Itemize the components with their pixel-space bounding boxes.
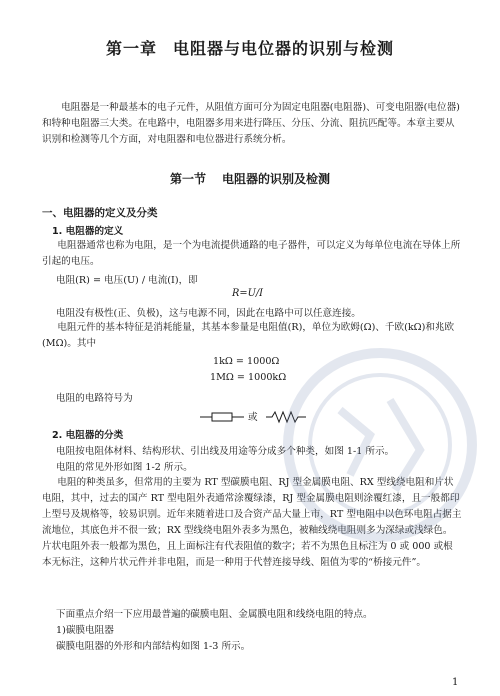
units-mega: 1MΩ = 1000kΩ [210,372,287,383]
section-label: 第一节 [169,172,206,186]
heading-classification: 2. 电阻器的分类 [52,430,124,441]
paragraph-class-1: 电阻按电阻体材料、结构形状、引出线及用途等分成多个种类，如图 1-1 所示。 [56,446,395,457]
section-title [0,170,500,187]
paragraph-intro-types: 下面重点介绍一下应用最普遍的碳膜电阻、金属膜电阻和线绕电阻的特点。 [56,609,373,620]
equation-text: 电阻(R) = 电压(U) / 电流(I)，即 [56,275,198,286]
section-heading: 电阻器的识别及检测 [222,172,331,186]
paragraph-carbon: 碳膜电阻器的外形和内部结构如图 1-3 所示。 [56,641,251,652]
chapter-intro: 电阻器是一种最基本的电子元件，从阻值方面可分为固定电阻器(电阻器)、可变电阻器(电位器)和特种电阻器三大类。在电路中，电阻器多用来进行降压、分压、分流、阻抗匹配等。本章主要从识别和检测等几个方面，对电阻器和电位器进行系统分析。 [42,102,460,145]
chapter-heading: 电阻器与电位器的识别与检测 [173,39,395,58]
paragraph-class-3: 电阻的种类虽多，但常用的主要为 RT 型碳膜电阻、RJ 型金属膜电阻、RX 型线绕电阻和片状电阻，其中，过去的国产 RT 型电阻外表通常涂覆绿漆，RJ 型金属膜电阻则涂覆红漆，且一般都印上型号及规格等，较易识别。近年来随着进口及合资产品大量上市，RT 型电阻中以色环电阻占据主流地位，其底色并不很一致；RX 型线绕电阻外表多为黑色，被釉线绕电阻则多为深绿或浅绿色。片状电阻外表一般都为黑色，且上面标注有代表阻值的数字；若不为黑色且标注为 0 或 000 或根本无标注，这种片状元件并非电阻，而是一种用于代替连接导线、阻值为零的“桥接元件”。 [42,477,462,568]
heading-definition: 1. 电阻器的定义 [52,226,124,237]
paragraph-polarity: 电阻没有极性(正、负极)，这与电源不同，因此在电路中可以任意连接。 [56,308,361,319]
chapter-title [0,36,500,59]
watermark-seal-icon [270,340,490,550]
paragraph-definition: 电阻器通常也称为电阻，是一个为电流提供通路的电子器件，可以定义为每单位电流在导体上所引起的电压。 [42,240,461,267]
formula-ohms-law: R=U/I [232,288,264,299]
units-kilo: 1kΩ = 1000Ω [213,356,280,367]
paragraph-class-2: 电阻的常见外形如图 1-2 所示。 [56,462,193,473]
page-number: 1 [452,677,459,688]
heading-carbon-film: 1)碳膜电阻器 [56,625,114,636]
paragraph-symbol: 电阻的电路符号为 [56,393,133,404]
paragraph-units: 电阻元件的基本特征是消耗能量，其基本参量是电阻值(R)，单位为欧姆(Ω)、千欧(kΩ)和兆欧(MΩ)。其中 [42,322,455,349]
heading-definition-classification: 一、电阻器的定义及分类 [42,207,158,219]
symbol-or-label: 或 [248,412,258,423]
chapter-label: 第一章 [105,39,157,58]
